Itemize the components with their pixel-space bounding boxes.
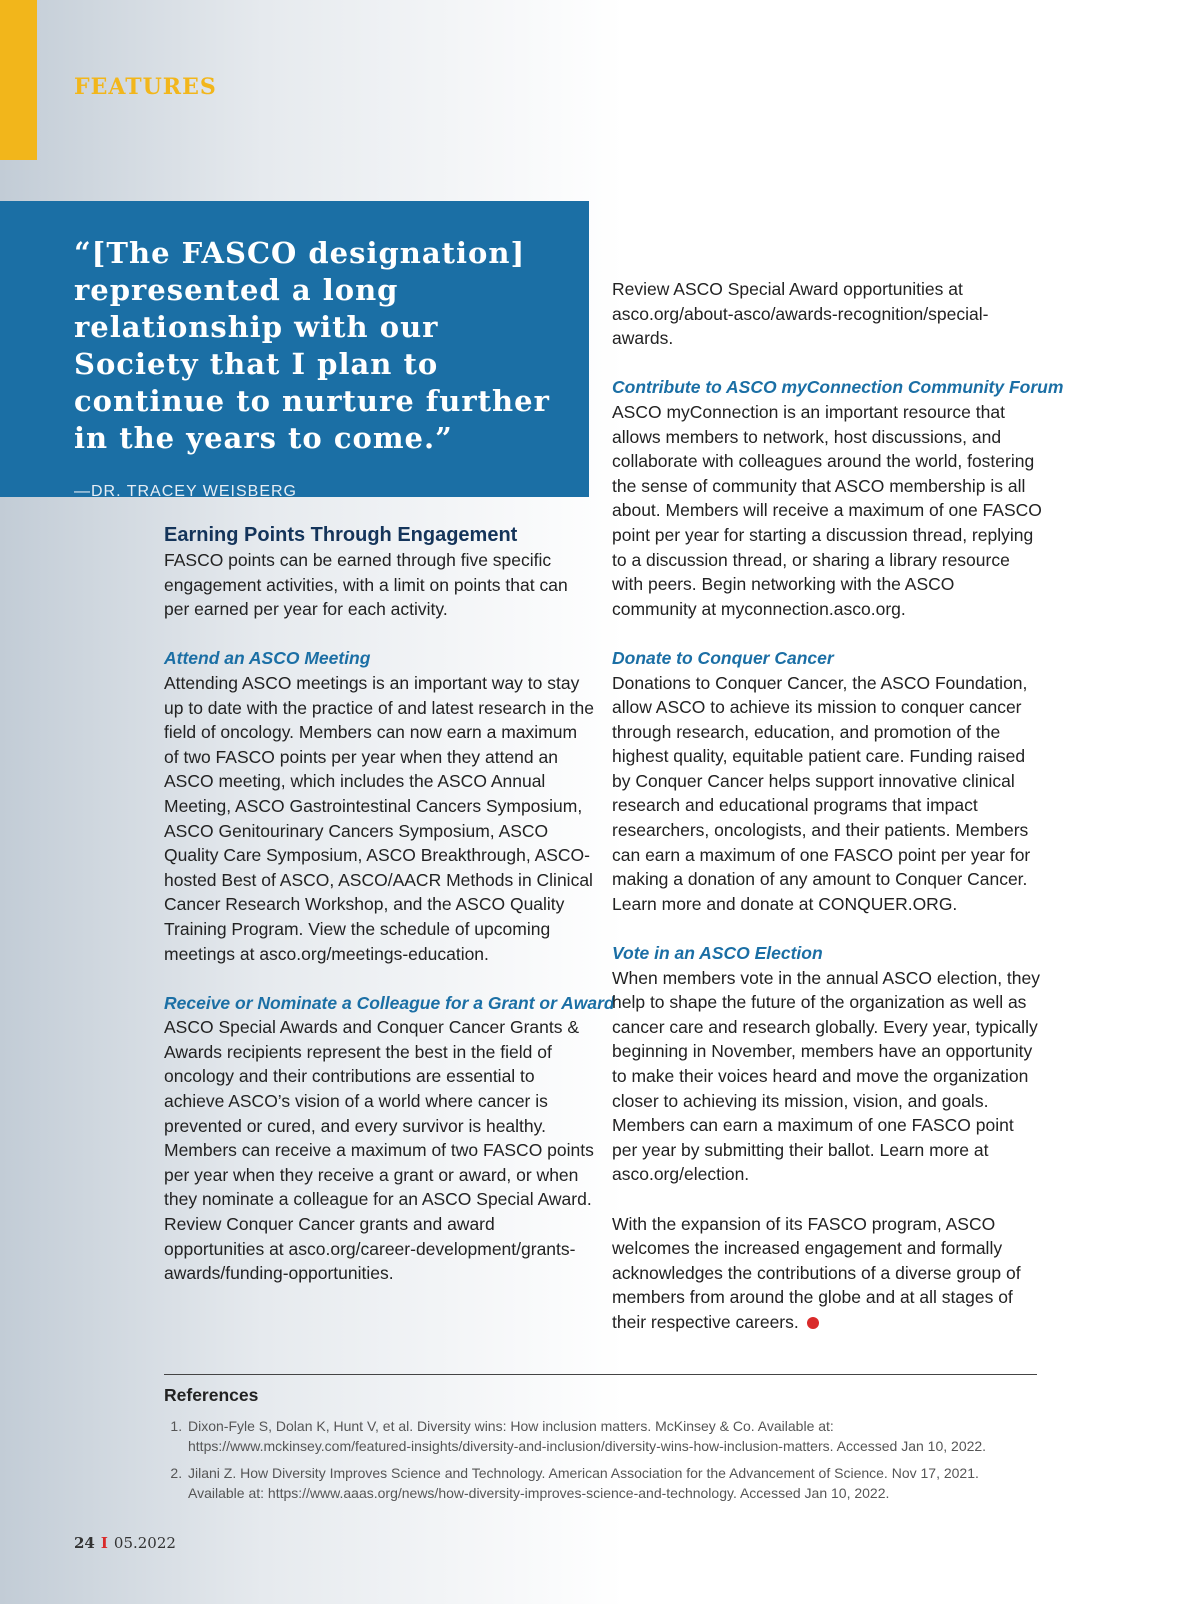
references-divider [164,1374,1037,1375]
paragraph-donate: Donations to Conquer Cancer, the ASCO Foundation, allow ASCO to achieve its mission to conquer cancer through research, education, and promotion of the highest quality, equitable patient care. Funding raised by Conquer Cancer helps support innovative clinical research and educational programs that impact researchers, oncologists, and their patients. Members can earn a maximum of one FASCO point per year for making a donation of any amount to Conquer Cancer. Learn more and donate at CONQUER.ORG. [612,672,1031,914]
paragraph-attend-meeting: Attending ASCO meetings is an important way to stay up to date with the practice of and latest research in the field of oncology. Members can now earn a maximum of two FASCO points per year when they attend an ASCO meeting, which includes the ASCO Annual Meeting, ASCO Gastrointestinal Cancers Symposium, ASCO Genitourinary Cancers Symposium, ASCO Quality Care Symposium, ASCO Breakthrough, ASCO-hosted Best of ASCO, ASCO/AACR Methods in Clinical Cancer Research Workshop, and the ASCO Quality Training Program. View the schedule of upcoming meetings at asco.org/meetings-education. [164,672,594,964]
paragraph-vote: When members vote in the annual ASCO election, they help to shape the future of the organization as well as cancer care and research globally. Every year, typically beginning in November, members have an opportunity to make their voices heard and move the organization closer to achieving its mission, vision, and goals. Members can earn a maximum of one FASCO point per year by submitting their ballot. Learn more at asco.org/election. [612,967,1041,1185]
earning-points-heading: Earning Points Through Engagement [164,524,518,546]
right-column [612,277,1064,1359]
left-column [164,522,615,1310]
page-footer [74,1534,176,1552]
reference-item: 1. Dixon-Fyle S, Dolan K, Hunt V, et al. Diversity wins: How inclusion matters. McKinsey & Co. Available at: https://www.mckinsey.com/featured-insights/diversity-and-inclusion/diversity-wins-how-inclusion-matters. Accessed Jan 10, 2022. [186,1416,1037,1456]
pull-quote-attribution: —DR. TRACEY WEISBERG [74,483,297,500]
end-mark-icon [807,1317,819,1329]
accent-bar [0,0,37,160]
paragraph-grant-award: ASCO Special Awards and Conquer Cancer Grants & Awards recipients represent the best in the field of oncology and their contributions are essential to achieve ASCO’s vision of a world where cancer is prevented or cured, and every survivor is healthy. Members can receive a maximum of two FASCO points per year when they receive a grant or award, or when they nominate a colleague for an ASCO Special Award. Review Conquer Cancer grants and award opportunities at asco.org/career-development/grants-awards/funding-opportunities. [164,1017,594,1284]
reference-item: 2. Jilani Z. How Diversity Improves Science and Technology. American Association for the Advancement of Science. Nov 17, 2021. Available at: https://www.aaas.org/news/how-diversity-improves-science-and-technology. Accessed Jan 10, 2022. [186,1463,1037,1503]
subheading-attend-meeting: Attend an ASCO Meeting [164,648,371,669]
subheading-grant-award: Receive or Nominate a Colleague for a Grant or Award [164,992,615,1013]
page-number: 24 [74,1534,95,1552]
special-award-paragraph: Review ASCO Special Award opportunities at asco.org/about-asco/awards-recognition/special-awards. [612,279,989,349]
pull-quote-box [0,201,589,500]
closing-text: With the expansion of its FASCO program, ASCO welcomes the increased engagement and formally acknowledges the contributions of a diverse group of members from around the globe and at all stages of their respective careers. [612,1213,1021,1332]
closing-paragraph [612,1212,1042,1335]
earning-points-intro: FASCO points can be earned through five specific engagement activities, with a limit on points that can per earned per year for each activity. [164,550,568,620]
section-label: FEATURES [74,74,217,100]
issue-date: 05.2022 [113,1534,176,1552]
footer-separator: I [100,1534,108,1552]
paragraph-myconnection: ASCO myConnection is an important resource that allows members to network, host discussions, and collaborate with colleagues around the world, fostering the sense of community that ASCO membership is all about. Members will receive a maximum of one FASCO point per year for starting a discussion thread, replying to a discussion thread, or sharing a library resource with peers. Begin networking with the ASCO community at myconnection.asco.org. [612,401,1042,619]
references-list [164,1416,1037,1503]
references [164,1385,1037,1510]
references-heading: References [164,1385,259,1405]
subheading-vote: Vote in an ASCO Election [612,943,823,964]
subheading-donate: Donate to Conquer Cancer [612,647,834,668]
subheading-myconnection: Contribute to ASCO myConnection Community Forum [612,377,1064,398]
pull-quote-text: “[The FASCO designation] represented a long relationship with our Society that I plan to continue to nurture further in the years to come.” [74,236,550,455]
